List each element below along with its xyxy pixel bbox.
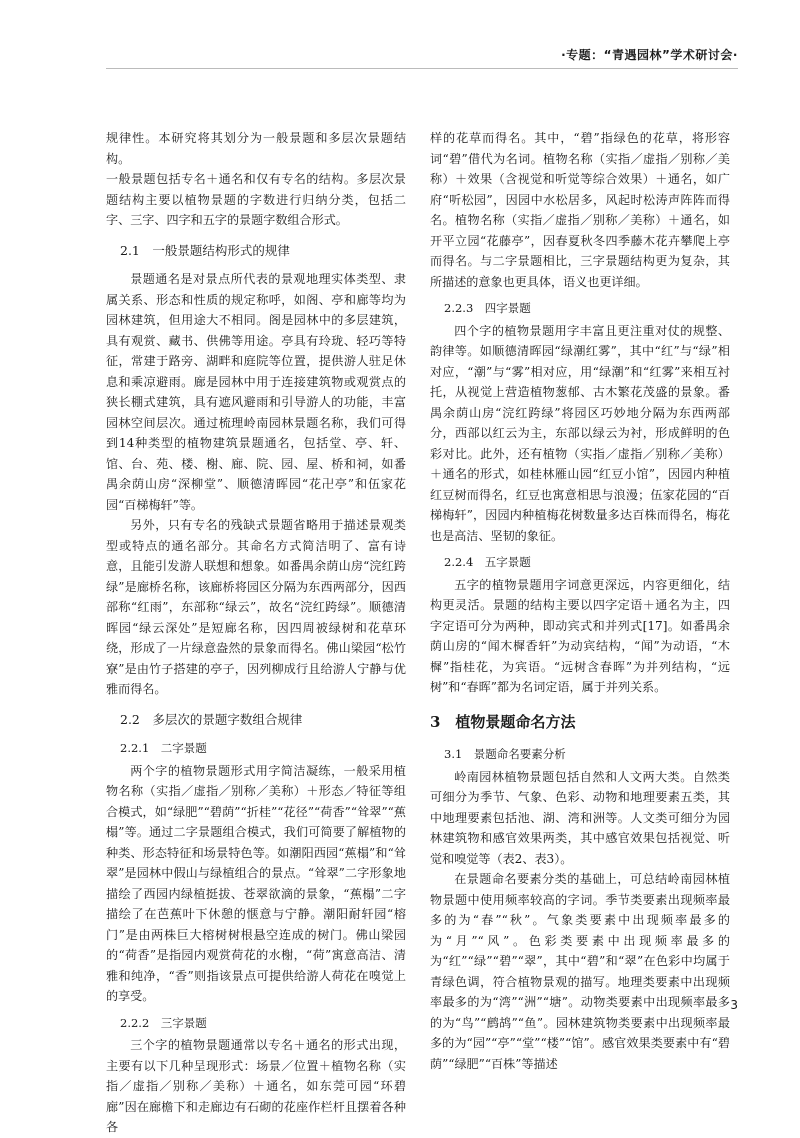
paragraph: 四个字的植物景题用字丰富且更注重对仗的规整、韵律等。如顺德清晖园“绿潮红雾”，其中“红”与“绿”相对应，“潮”与“雾”相对应，用“绿潮”和“红雾”来相互衬托，从视觉上营造植物葱郁、古木繁花茂盛的景象。番禺余荫山房“浣红跨绿”将园区巧妙地分隔为东西两部分，西部以红云为主，东部以绿云为衬，形成鲜明的色彩对比。此外，还有植物（实指／虚指／别称／美称）＋通名的形式，如桂林雁山园“红豆小馆”，因园内种植红豆树而得名，红豆也寓意相思与浪漫；伍家花园的“百梯梅轩”，因园内种植梅花树数量多达百株而得名，梅花也是高洁、坚韧的象征。	[430, 323, 730, 543]
section-heading-3: 3 植物景题命名方法	[430, 712, 576, 731]
left-column	[106, 128, 406, 1138]
paragraph: 另外，只有专名的残缺式景题省略用于描述景观类型或特点的通名部分。其命名方式简洁明了、富有诗意，且能引发游人联想和想象。如番禺余荫山房“浣红跨绿”是廊桥名称，该廊桥将园区分隔为东西两部分，因西部称“红雨”，东部称“绿云”，故名“浣红跨绿”。顺德清晖园“绿云深处”是短廊名称，因四周被绿树和花草环绕，形成了一片绿意盎然的景象而得名。佛山梁园“松竹寮”是由竹子搭建的亭子，因列柳成行且给游人宁静与优雅而得名。	[106, 518, 406, 696]
header-rule	[106, 68, 738, 69]
paragraph: 两个字的植物景题形式用字简洁凝练，一般采用植物名称（实指／虚指／别称／美称）＋形态／特征等组合模式，如“绿肥”“碧荫”“折桂”“花径”“荷香”“耸翠”“蕉榻”等。通过二字景题组合模式，我们可简要了解植物的种类、形态特征和场景特色等。如潮阳西园“蕉榻”和“耸翠”是园林中假山与绿植组合的景点。“耸翠”二字形象地描绘了西园内绿植挺拔、苍翠欲滴的景象，“蕉榻”二字描绘了在芭蕉叶下休憩的惬意与宁静。潮阳耐轩园“榕门”是由两株巨大榕树树根悬空连成的树门。佛山梁园的“荷香”是指园内观赏荷花的水榭，“荷”寓意高洁、清雅和纯净，“香”则指该景点可提供给游人荷花在嗅觉上的享受。	[106, 763, 406, 1003]
paragraph: 三个字的植物景题通常以专名＋通名的形式出现，主要有以下几种呈现形式：场景／位置＋植物名称（实指／虚指／别称／美称）＋通名，如东莞可园“环碧廊”因在廊檐下和走廊边有石砌的花座作栏杆且摆着各种各	[106, 1038, 406, 1134]
section-heading-2-2-3: 2.2.3 四字景题	[444, 301, 531, 315]
section-heading-2-2-4: 2.2.4 五字景题	[444, 555, 531, 569]
journal-header: ·专题：“青遇园林”学术研讨会·	[561, 48, 738, 62]
right-column	[430, 128, 730, 1074]
paragraph: 岭南园林植物景题包括自然和人文两大类。自然类可细分为季节、气象、色彩、动物和地理要素五类，其中地理要素包括池、湖、湾和洲等。人文类可细分为园林建筑物和感官效果两类，其中感官效果包括视觉、听觉和嗅觉等（表2、表3）。	[430, 769, 730, 866]
paragraph: 在景题命名要素分类的基础上，可总结岭南园林植物景题中使用频率较高的字词。季节类要素出现频率最多的为“春”“秋”。气象类要素中出现频率最多的为“月”“风”。色彩类要素中出现频率最多的为“红”“绿”“碧”“翠”，其中“碧”和“翠”在色彩中均属于青绿色调，符合植物景观的描写。地理类要素中出现频率最多的为“湾”“洲”“塘”。动物类要素中出现频率最多的为“鸟”“鹧鸪”“鱼”。园林建筑物类要素中出现频率最多的为“园”“亭”“堂”“楼”“馆”。感官效果类要素中有“碧荫”“绿肥”“百株”等描述	[430, 872, 730, 1071]
paragraph: 景题通名是对景点所代表的景观地理实体类型、隶属关系、形态和性质的规定称呼，如阁、亭和廊等均为园林建筑，但用途大不相同。阁是园林中的多层建筑，具有观赏、藏书、供佛等用途。亭具有玲珑、轻巧等特征，常建于路旁、湖畔和庭院等位置，提供游人驻足休息和乘凉避雨。廊是园林中用于连接建筑物或观赏点的狭长棚式建筑，具有遮风避雨和引导游人的功能，丰富园林空间层次。通过梳理岭南园林景题名称，我们可得到14种类型的植物建筑景题通名，包括堂、亭、轩、馆、台、苑、楼、榭、廊、院、园、屋、桥和祠，如番禺余荫山房“深柳堂”、顺德清晖园“花卍亭”和伍家花园“百梯梅轩”等。	[106, 272, 406, 512]
section-heading-2-2: 2.2 多层次的景题字数组合规律	[120, 711, 303, 727]
section-heading-2-2-1: 2.2.1 二字景题	[120, 741, 207, 755]
paragraph: 样的花草而得名。其中，“碧”指绿色的花草，将形容词“碧”借代为名词。植物名称（实指／虚指／别称／美称）＋效果（含视觉和听觉等综合效果）＋通名，如广府“听松园”，因园中水松居多，风起时松涛声阵阵而得名。植物名称（实指／虚指／别称／美称）＋通名，如开平立园“花藤亭”，因春夏秋冬四季藤木花卉攀爬上亭而得名。与二字景题相比，三字景题结构更为复杂，其所描述的意象也更具体，语义也更详细。	[430, 131, 730, 289]
section-heading-3-1: 3.1 景题命名要素分析	[444, 747, 566, 761]
section-heading-2-2-2: 2.2.2 三字景题	[120, 1015, 207, 1030]
paragraph: 五字的植物景题用字词意更深远，内容更细化，结构更灵活。景题的结构主要以四字定语＋通名为主，四字定语可分为两种，即动宾式和并列式[17]。如番禺余荫山房的“闻木樨香轩”为动宾结构，“闻”为动语，“木樨”指桂花，为宾语。“远树含春晖”为并列结构，“远树”和“春晖”都为名词定语，属于并列关系。	[430, 577, 730, 694]
page-number: 3	[730, 998, 738, 1012]
paragraph: 规律性。本研究将其划分为一般景题和多层次景题结构。	[106, 131, 406, 166]
paragraph: 一般景题包括专名＋通名和仅有专名的结构。多层次景题结构主要以植物景题的字数进行归纳分类，包括二字、三字、四字和五字的景题字数组合形式。	[106, 172, 406, 227]
section-heading-2-1: 2.1 一般景题结构形式的规律	[120, 242, 290, 258]
